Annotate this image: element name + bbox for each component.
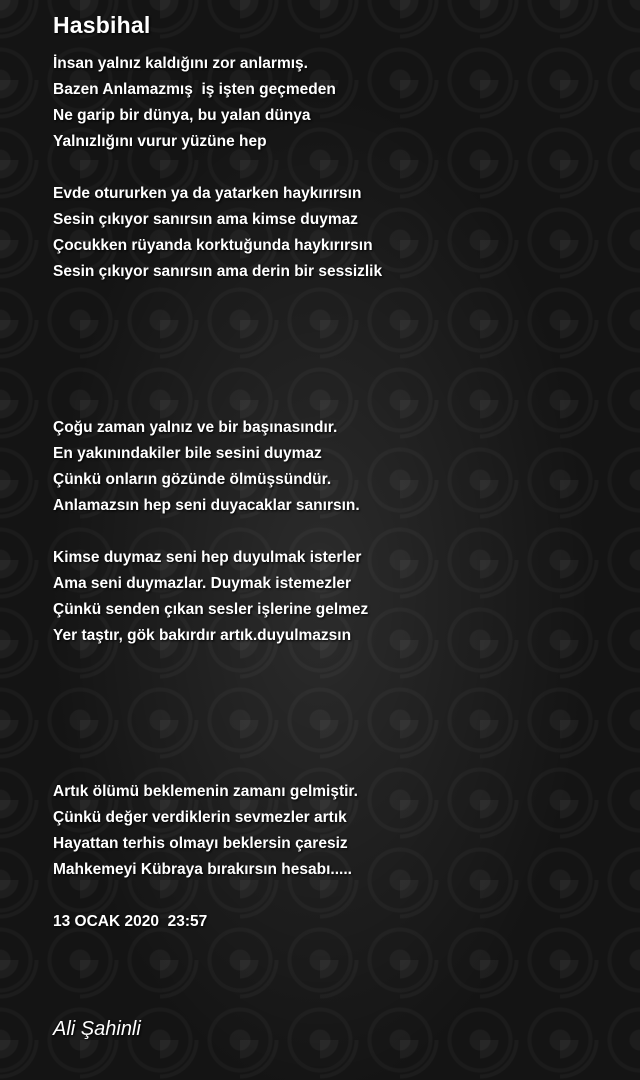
poem-line: Artık ölümü beklemenin zamanı gelmiştir. bbox=[53, 783, 358, 800]
stanza bbox=[53, 415, 613, 519]
stanza bbox=[53, 779, 613, 883]
poem-line: Bazen Anlamazmış iş işten geçmeden bbox=[53, 81, 336, 98]
poem-line: İnsan yalnız kaldığını zor anlarmış. bbox=[53, 55, 308, 72]
poem-title: Hasbihal bbox=[53, 12, 151, 38]
poem-line: Çünkü değer verdiklerin sevmezler artık bbox=[53, 809, 347, 826]
poem-line: Ne garip bir dünya, bu yalan dünya bbox=[53, 107, 311, 124]
poem-date-text: 13 OCAK 2020 23:57 bbox=[53, 913, 208, 930]
poem-body bbox=[53, 51, 613, 935]
poem-line: Hayattan terhis olmayı beklersin çaresiz bbox=[53, 835, 348, 852]
author-name: Ali Şahinli bbox=[53, 1018, 141, 1040]
poem-line: Çünkü onların gözünde ölmüşsündür. bbox=[53, 471, 332, 488]
poem-line: Evde otururken ya da yatarken haykırırsın bbox=[53, 185, 362, 202]
poem-line: Anlamazsın hep seni duyacaklar sanırsın. bbox=[53, 497, 360, 514]
poem-line: Mahkemeyi Kübraya bırakırsın hesabı..... bbox=[53, 861, 352, 878]
poem-line: Çünkü senden çıkan sesler işlerine gelmez bbox=[53, 601, 369, 618]
poem-line: Kimse duymaz seni hep duyulmak isterler bbox=[53, 549, 362, 566]
poem-line: Yalnızlığını vurur yüzüne hep bbox=[53, 133, 267, 150]
stanza bbox=[53, 51, 613, 155]
stanza bbox=[53, 545, 613, 649]
poem-line: Çoğu zaman yalnız ve bir başınasındır. bbox=[53, 419, 338, 436]
poem-line: Sesin çıkıyor sanırsın ama kimse duymaz bbox=[53, 211, 358, 228]
poem-line: Çocukken rüyanda korktuğunda haykırırsın bbox=[53, 237, 373, 254]
stanza bbox=[53, 181, 613, 285]
poem-line: Yer taştır, gök bakırdır artık.duyulmazsın bbox=[53, 627, 352, 644]
poem-line: Ama seni duymazlar. Duymak istemezler bbox=[53, 575, 352, 592]
poem-date bbox=[53, 909, 613, 935]
poem-line: Sesin çıkıyor sanırsın ama derin bir sessizlik bbox=[53, 263, 383, 280]
poem-line: En yakınındakiler bile sesini duymaz bbox=[53, 445, 322, 462]
